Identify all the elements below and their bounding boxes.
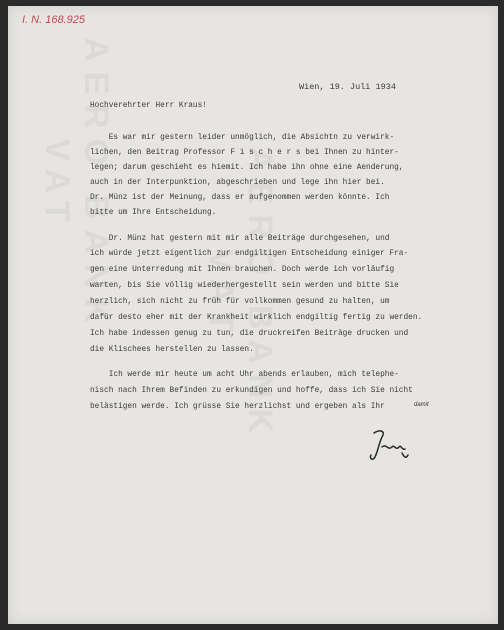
body-line: Ich habe indessen genug zu tun, die druckreifen Beiträge drucken und xyxy=(90,330,409,338)
watermark-text: AERO BANK VAT xyxy=(38,37,115,333)
watermark-text-center: AERO BANK VAT xyxy=(202,147,279,443)
letter-date: Wien, 19. Juli 1934 xyxy=(299,82,396,92)
body-line: herzlich, sich nicht zu früh für vollkommen gesund zu halten, um xyxy=(90,298,390,306)
body-line: Dr. Münz hat gestern mit mir alle Beiträge durchgesehen, und xyxy=(90,235,390,243)
body-line: legen; darum geschieht es hiemit. Ich habe ihn ohne eine Aenderung, xyxy=(90,164,404,172)
signature xyxy=(366,425,412,465)
letter-sheet xyxy=(8,6,498,624)
body-line: ich würde jetzt eigentlich zur endgiltigen Entscheidung einiger Fra- xyxy=(90,250,409,258)
salutation: Hochverehrter Herr Kraus! xyxy=(90,102,207,110)
body-line: die Klischees herstellen zu lassen. xyxy=(90,346,254,354)
body-line: auch in der Interpunktion, abgeschrieben und lege ihn hier bei. xyxy=(90,179,385,187)
body-line: gen eine Unterredung mit Ihnen brauchen. Doch werde ich vorläufig xyxy=(90,266,395,274)
body-line: Es war mir gestern leider unmöglich, die Absichtn zu verwirk- xyxy=(90,134,395,142)
body-line: warten, bis Sie völlig wiederhergestellt sein werden und bitte Sie xyxy=(90,282,399,290)
body-line: Ich werde mir heute um acht Uhr abends erlauben, mich telephe- xyxy=(90,371,399,379)
body-line: nisch nach Ihrem Befinden zu erkundigen und hoffe, dass ich Sie nicht xyxy=(90,387,413,395)
body-line: bitte um Ihre Entscheidung. xyxy=(90,209,217,217)
handwritten-annotation: damit xyxy=(414,402,429,408)
body-line: dafür desto eher mit der Krankheit wirklich endgiltig fertig zu werden. xyxy=(90,314,423,322)
archive-number: I. N. 168.925 xyxy=(22,14,85,26)
body-line: lichen, den Beitrag Professor F i s c h e r s bei Ihnen zu hinter- xyxy=(90,149,399,157)
body-line: belästigen werde. Ich grüsse Sie herzlichst und ergeben als Ihr xyxy=(90,403,385,411)
body-line: Dr. Münz ist der Meinung, dass er aufgenommen werden könnte. Ich xyxy=(90,194,390,202)
